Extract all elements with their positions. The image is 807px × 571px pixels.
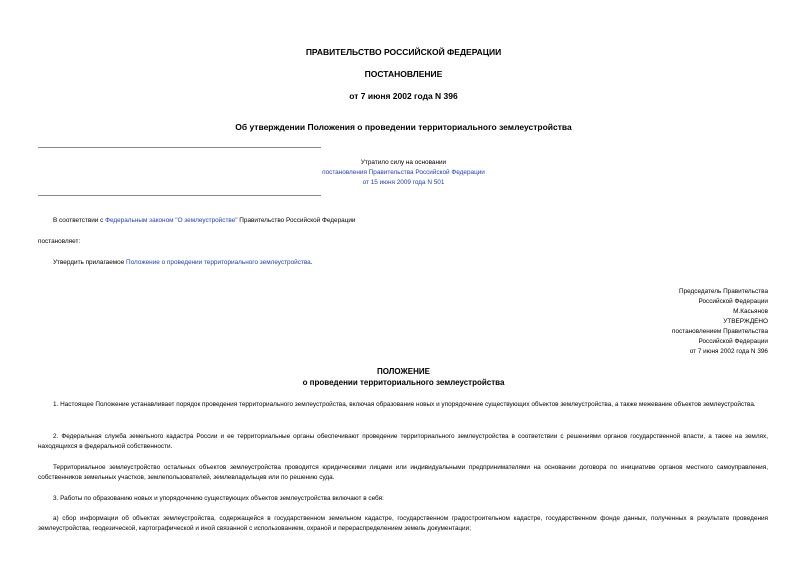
approved-label: УТВЕРЖДЕНО	[723, 318, 768, 325]
document-type: ПОСТАНОВЛЕНИЕ	[364, 69, 443, 79]
approve-text-after: .	[310, 259, 313, 266]
signature-line1: Председатель Правительства	[679, 288, 768, 295]
regulation-link[interactable]: Положение о проведении территориального землеустройства	[126, 259, 311, 266]
signature-line3: М.Касьянов	[733, 308, 768, 315]
government-name: ПРАВИТЕЛЬСТВО РОССИЙСКОЙ ФЕДЕРАЦИИ	[305, 47, 502, 57]
document-date: от 7 июня 2002 года N 396	[349, 91, 458, 101]
decides-text: постановляет:	[38, 238, 81, 245]
approve-text-before: Утвердить прилагаемое	[53, 259, 127, 266]
divider-top	[38, 147, 321, 148]
preamble-text-before: В соответствии с	[53, 217, 106, 224]
approved-line5: постановлением Правительства	[672, 328, 768, 335]
regulation-paragraph-3: Территориальное землеустройство остальных объектов землеустройства проводится юридическими лицами или индивидуальными предпринимателями на основании договора по инициативе органов местного самоуправления, собственников земельных участков, землепользователей, землевладельцев или по решению суда.	[38, 464, 768, 481]
approved-line6: Российской Федерации	[698, 338, 768, 345]
divider-bottom	[38, 195, 321, 196]
regulation-paragraph-4: 3. Работы по образованию новых и упорядочению существующих объектов землеустройства включают в себя:	[53, 495, 384, 502]
preamble-paragraph	[53, 216, 356, 226]
regulation-paragraph-5: а) сбор информации об объектах землеустройства, содержащейся в государственном земельном кадастре, государственном градостроительном кадастре, государственном фонде данных, полученных в результате проведения землеустройства, геодезической, картографической и иной связанной с использованием, охраной и перераспределением земель документации;	[38, 515, 768, 532]
repeal-note-line1: Утратило силу на основании	[360, 159, 447, 166]
federal-law-link[interactable]: Федеральным законом "О землеустройстве"	[105, 217, 238, 224]
repeal-note-link[interactable]: постановления Правительства Российской Федерации	[322, 169, 485, 176]
approve-paragraph	[53, 258, 313, 268]
regulation-paragraph-1: 1. Настоящее Положение устанавливает порядок проведения территориального землеустройства, включая образование новых и упорядочение существующих объектов землеустройства, а также межевание объектов землеустройства.	[53, 401, 756, 408]
regulation-heading: ПОЛОЖЕНИЕ	[377, 367, 430, 376]
preamble-text-after: Правительство Российской Федерации	[237, 217, 356, 224]
regulation-subheading: о проведении территориального землеустройства	[302, 378, 505, 387]
regulation-paragraph-2: 2. Федеральная служба земельного кадастра России и ее территориальные органы обеспечивают проведение территориального землеустройства в соответствии с решениями органов государственной власти, а также на землях, находящихся в федеральной собственности.	[38, 433, 768, 450]
approved-line7: от 7 июня 2002 года N 396	[689, 348, 768, 355]
signature-line2: Российской Федерации	[698, 298, 768, 305]
repeal-note-link-date[interactable]: от 15 июня 2009 года N 501	[362, 179, 445, 186]
document-title: Об утверждении Положения о проведении территориального землеустройства	[235, 122, 572, 132]
